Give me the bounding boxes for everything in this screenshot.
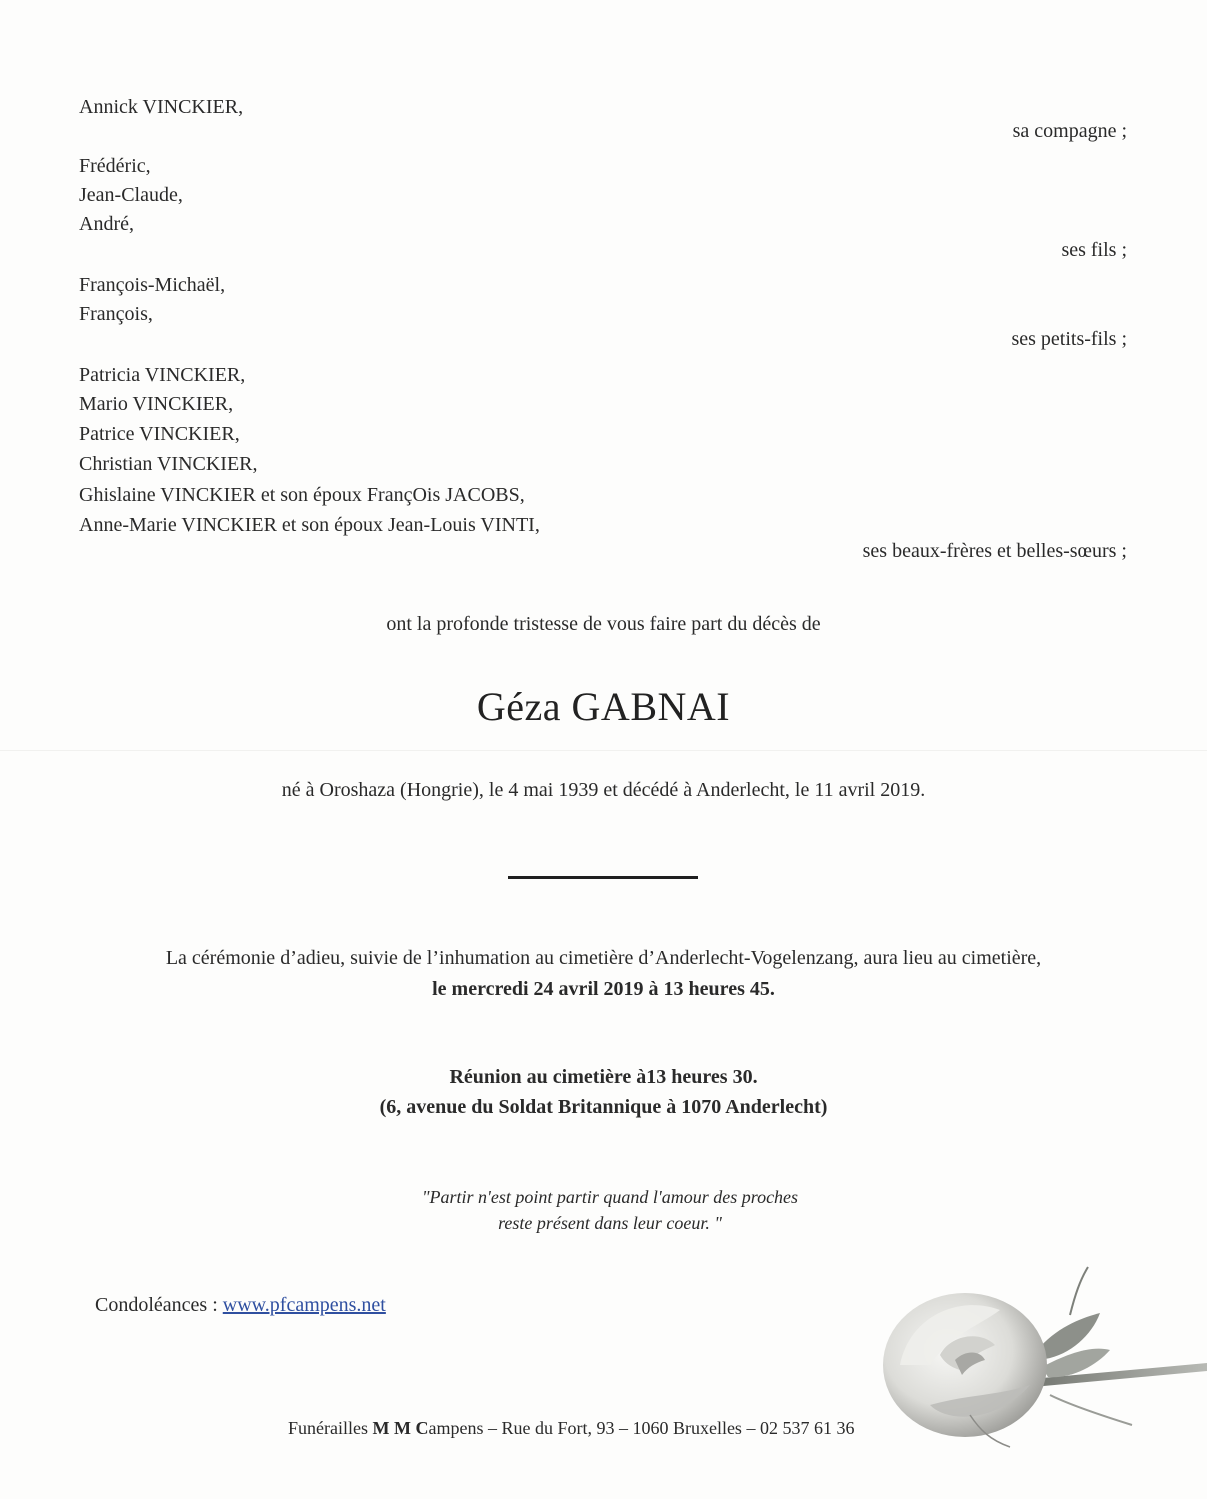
son-name: Frédéric, — [79, 155, 151, 177]
footer-prefix: Funérailles — [288, 1418, 373, 1438]
in-law-name: Anne-Marie VINCKIER et son époux Jean-Louis VINTI, — [79, 514, 540, 536]
meeting-address: (6, avenue du Soldat Britannique à 1070 Anderlecht) — [379, 1096, 828, 1118]
grandson-name: François, — [79, 303, 153, 325]
footer-brand-initials: M M C — [372, 1418, 429, 1438]
ceremony-text: La cérémonie d’adieu, suivie de l’inhumation au cimetière d’Anderlecht-Vogelenzang, aura lieu au cimetière, — [165, 947, 1042, 969]
grandsons-role: ses petits-fils ; — [1011, 328, 1127, 350]
paper-fold-line — [0, 750, 1207, 751]
sons-role: ses fils ; — [1061, 239, 1127, 261]
quote-line: reste présent dans leur coeur. " — [498, 1213, 722, 1233]
separator-line — [508, 876, 698, 879]
white-rose-icon — [870, 1255, 1207, 1499]
condolences — [95, 1294, 386, 1317]
meeting-time: Réunion au cimetière à13 heures 30. — [449, 1066, 758, 1088]
companion-role: sa compagne ; — [1012, 120, 1127, 142]
son-name: André, — [79, 213, 134, 235]
grandson-name: François-Michaël, — [79, 274, 226, 296]
in-law-name: Ghislaine VINCKIER et son époux FrançOis JACOBS, — [79, 484, 525, 506]
in-law-name: Christian VINCKIER, — [79, 453, 258, 475]
quote-line: "Partir n'est point partir quand l'amour des proches — [421, 1187, 799, 1207]
announcement-text: ont la profonde tristesse de vous faire part du décès de — [386, 613, 821, 635]
in-law-name: Mario VINCKIER, — [79, 393, 234, 415]
son-name: Jean-Claude, — [79, 184, 183, 206]
in-law-name: Patricia VINCKIER, — [79, 364, 246, 386]
footer-text — [288, 1418, 854, 1439]
in-laws-role: ses beaux-frères et belles-sœurs ; — [862, 540, 1127, 562]
in-law-name: Patrice VINCKIER, — [79, 423, 240, 445]
condolences-label: Condoléances : — [95, 1294, 223, 1316]
footer-details: ampens – Rue du Fort, 93 – 1060 Bruxelles – 02 537 61 36 — [428, 1418, 855, 1438]
deceased-name: Géza GABNAI — [476, 684, 731, 729]
ceremony-date: le mercredi 24 avril 2019 à 13 heures 45. — [432, 978, 775, 1000]
companion-name: Annick VINCKIER, — [79, 96, 244, 118]
life-dates: né à Oroshaza (Hongrie), le 4 mai 1939 et décédé à Anderlecht, le 11 avril 2019. — [281, 779, 926, 801]
condolences-link[interactable]: www.pfcampens.net — [222, 1294, 386, 1316]
